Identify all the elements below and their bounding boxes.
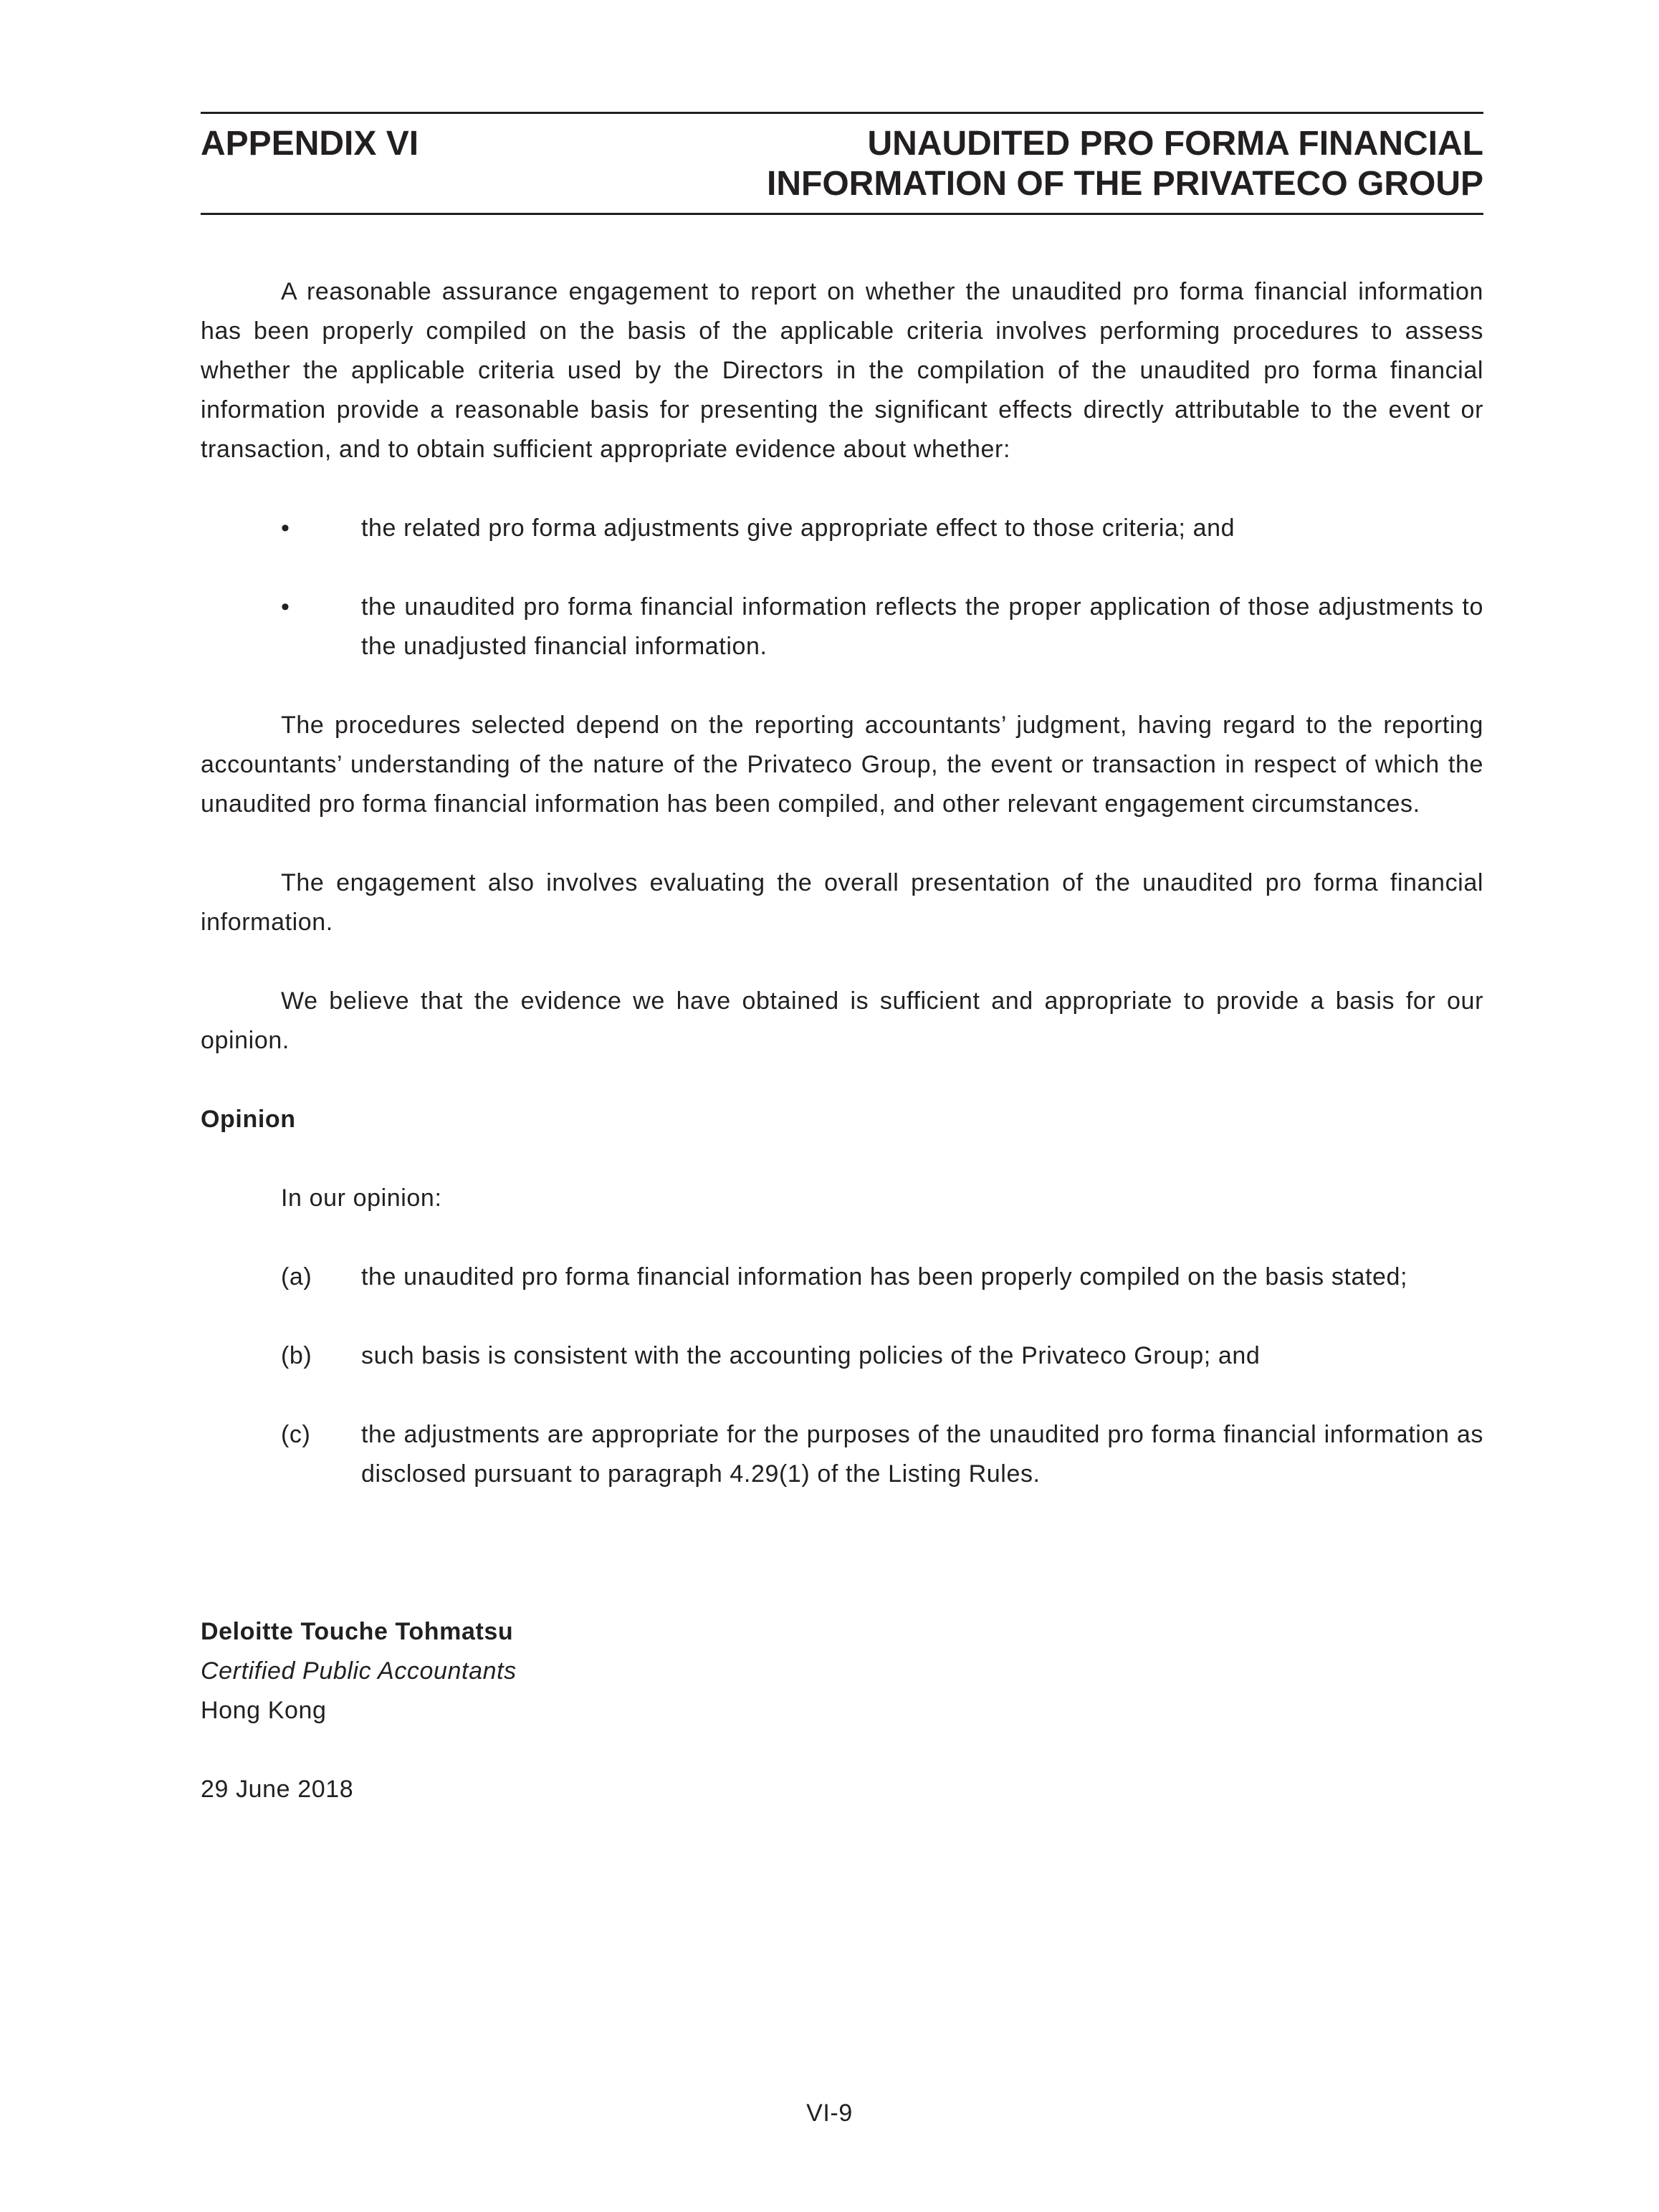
opinion-item-text: the adjustments are appropriate for the purposes of the unaudited pro forma financial information as disclosed pursuant to paragraph 4.29(1) of the Listing Rules. [361, 1421, 1483, 1488]
document-page [201, 112, 1483, 1809]
paragraph-evidence: We believe that the evidence we have obtained is sufficient and appropriate to provide a basis for our opinion. [201, 987, 1483, 1054]
bullet-text: the unaudited pro forma financial information reflects the proper application of those adjustments to the unadjusted financial information. [361, 593, 1483, 660]
appendix-label: APPENDIX VI [201, 125, 419, 163]
paragraph-engagement-presentation: The engagement also involves evaluating the overall presentation of the unaudited pro forma financial information. [201, 869, 1483, 936]
signature-date: 29 June 2018 [201, 1776, 354, 1803]
bullet-item [201, 588, 1483, 666]
opinion-item-marker: (c) [281, 1421, 311, 1448]
bullet-text: the related pro forma adjustments give appropriate effect to those criteria; and [361, 514, 1235, 542]
paragraph-procedures: The procedures selected depend on the reporting accountants’ judgment, having regard to the reporting accountants’ understanding of the nature of the Privateco Group, the event or transaction in respect of which the unaudited pro forma financial information has been compiled, and other relevant engagement circumstances. [201, 712, 1483, 818]
bullet-marker: • [281, 514, 290, 542]
opinion-item-marker: (b) [281, 1342, 312, 1369]
appendix-title-line1: UNAUDITED PRO FORMA FINANCIAL [867, 125, 1483, 163]
appendix-title-line2: INFORMATION OF THE PRIVATECO GROUP [767, 165, 1483, 203]
opinion-item [201, 1336, 1483, 1376]
signature-firm: Deloitte Touche Tohmatsu [201, 1618, 514, 1645]
opinion-item-text: such basis is consistent with the accounting policies of the Privateco Group; and [361, 1342, 1261, 1369]
bullet-item [201, 509, 1483, 548]
opinion-item [201, 1415, 1483, 1494]
page-number: VI-9 [806, 2100, 853, 2127]
opinion-item [201, 1258, 1483, 1297]
signature-block [201, 1612, 1483, 1809]
bullet-marker: • [281, 593, 290, 621]
signature-title: Certified Public Accountants [201, 1657, 517, 1685]
opinion-intro: In our opinion: [281, 1184, 442, 1212]
opinion-heading: Opinion [201, 1106, 296, 1133]
appendix-title [767, 124, 1483, 204]
opinion-item-text: the unaudited pro forma financial information has been properly compiled on the basis stated; [361, 1263, 1408, 1291]
signature-location: Hong Kong [201, 1697, 327, 1724]
document-body [201, 215, 1483, 1809]
page-header [201, 114, 1483, 213]
paragraph-assurance-engagement: A reasonable assurance engagement to report on whether the unaudited pro forma financial information has been properly compiled on the basis of the applicable criteria involves performing procedures to assess whether the applicable criteria used by the Directors in the compilation of the unaudited pro forma financial information provide a reasonable basis for presenting the significant effects directly attributable to the event or transaction, and to obtain sufficient appropriate evidence about whether: [201, 278, 1483, 463]
opinion-item-marker: (a) [281, 1263, 312, 1291]
